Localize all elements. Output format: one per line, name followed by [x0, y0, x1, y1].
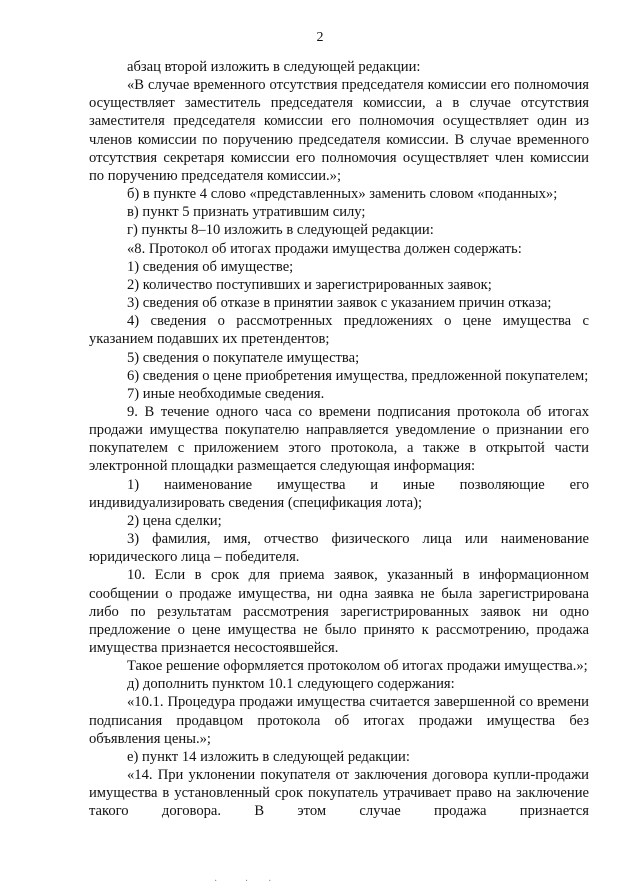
clause-8-sub-3: 3) сведения об отказе в принятии заявок с указанием причин отказа;: [127, 295, 552, 312]
item-e: е) пункт 14 изложить в следующей редакции:: [127, 748, 410, 765]
clause-8: «8. Протокол об итогах продажи имущества должен содержать:: [127, 240, 522, 257]
clause-10: 10. Если в срок для приема заявок, указанный в информационном сообщении о продаже имущества, ни одна заявка не была зарегистрирована либо по результатам рассмотрения зарегистрированных заявок ни одно предложение о цене имущества не было принято к рассмотрению, продажа имущества признается несостоявшейся.: [89, 567, 589, 656]
clause-9-sub-1: 1) наименование имущества и иные позволяющие его индивидуализировать сведения (спецификация лота);: [89, 476, 589, 511]
clause-8-sub-4: 4) сведения о рассмотренных предложениях о цене имущества с указанием подавших их претендентов;: [89, 313, 589, 348]
item-g: г) пункты 8–10 изложить в следующей редакции:: [127, 222, 434, 239]
clause-8-sub-6: 6) сведения о цене приобретения имущества, предложенной покупателем;: [127, 367, 589, 384]
item-b: б) в пункте 4 слово «представленных» заменить словом «поданных»;: [127, 186, 558, 203]
page-number: 2: [316, 30, 324, 45]
clause-14: «14. При уклонении покупателя от заключения договора купли-продажи имущества в установленный срок покупатель утрачивает право на заключение такого договора. В этом случае продажа признается: [89, 767, 589, 820]
item-v: в) пункт 5 признать утратившим силу;: [127, 204, 366, 221]
clause-10-1: «10.1. Процедура продажи имущества считается завершенной со времени подписания продавцом протокола об итогах продажи имущества без объявления цены.»;: [89, 694, 589, 747]
item-d: д) дополнить пунктом 10.1 следующего содержания:: [127, 676, 455, 693]
clause-10-decision: Такое решение оформляется протоколом об итогах продажи имущества.»;: [127, 658, 588, 675]
clause-8-sub-2: 2) количество поступивших и зарегистрированных заявок;: [127, 276, 492, 293]
clause-8-sub-7: 7) иные необходимые сведения.: [127, 385, 325, 402]
clause-8-sub-5: 5) сведения о покупателе имущества;: [127, 349, 360, 366]
clause-8-sub-1: 1) сведения об имуществе;: [127, 258, 294, 275]
clause-9-sub-3: 3) фамилия, имя, отчество физического лица или наименование юридического лица – победителя.: [89, 531, 589, 566]
scan-mark: · · ·: [214, 876, 272, 887]
clause-9: 9. В течение одного часа со времени подписания протокола об итогах продажи имущества покупателю направляется уведомление о признании его покупателем с приложением этого протокола, а также в открытой части электронной площадки размещается следующая информация:: [89, 403, 589, 475]
paragraph-commission-quote: «В случае временного отсутствия председателя комиссии его полномочия осуществляет заместитель председателя комиссии, а в случае отсутствия заместителя председателя комиссии его полномочия осуществляет один из членов комиссии по поручению председателя комиссии. В случае временного отсутствия секретаря комиссии его полномочия осуществляет член комиссии по поручению председателя комиссии.»;: [89, 77, 589, 184]
document-body: [89, 58, 589, 821]
clause-9-sub-2: 2) цена сделки;: [127, 512, 222, 529]
paragraph-intro: абзац второй изложить в следующей редакции:: [127, 59, 421, 75]
